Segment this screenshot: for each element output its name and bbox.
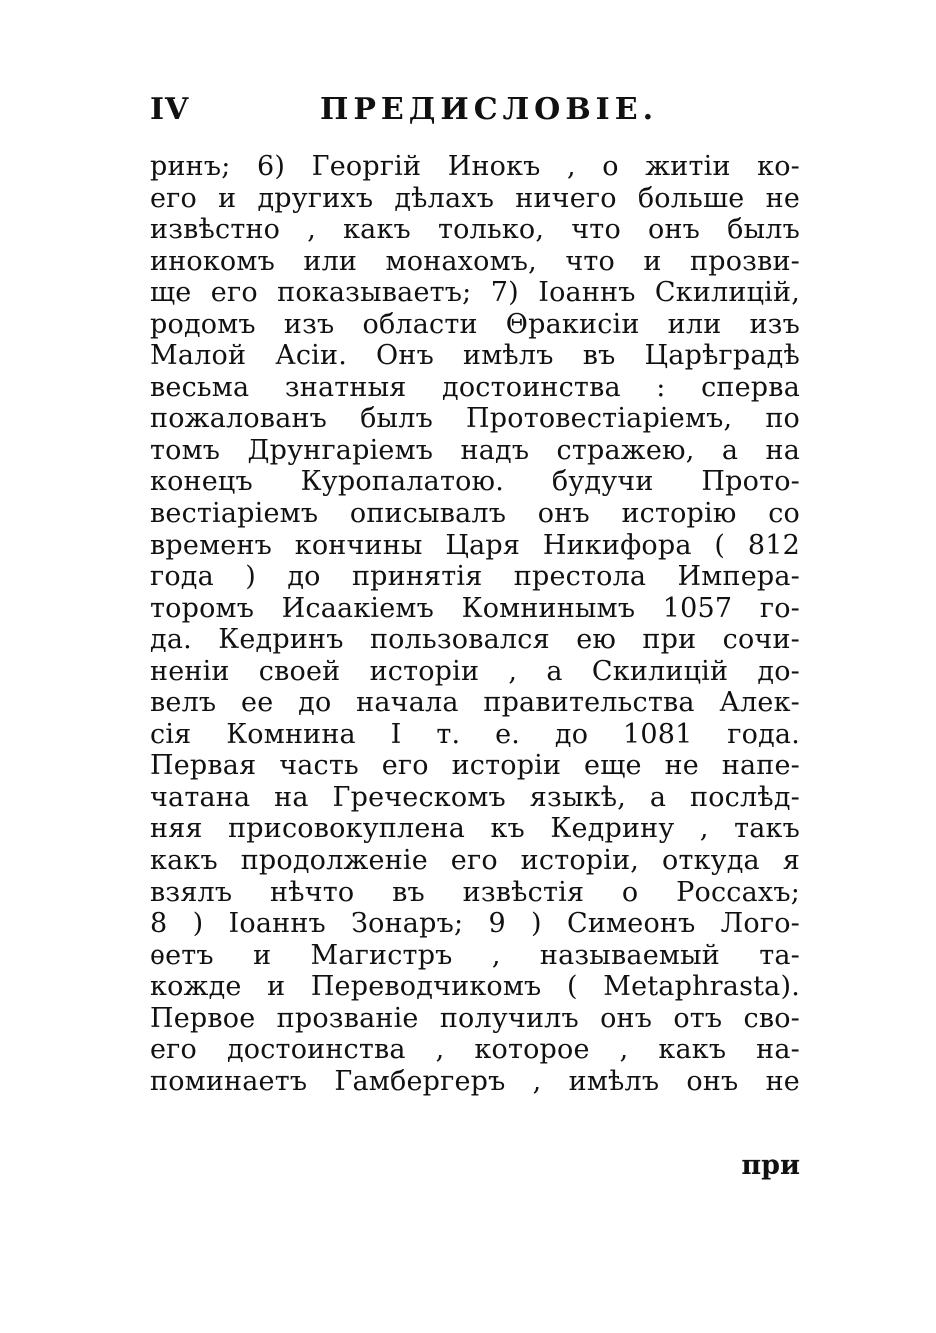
page-header	[150, 92, 790, 136]
text-line: инокомъ или монахомъ, что и прозви-	[150, 245, 800, 277]
text-line: пожалованъ былъ Протовестіаріемъ, по	[150, 403, 800, 435]
text-line: 8 ) Іоаннъ Зонаръ; 9 ) Симеонъ Лого-	[150, 908, 800, 940]
text-line: сія Комнина I т. е. до 1081 года.	[150, 718, 800, 750]
text-line: его и другихъ дѣлахъ ничего больше не	[150, 182, 800, 214]
running-title: ПРЕДИСЛОВІЕ.	[320, 92, 659, 127]
text-line: Первое прозваніе получилъ онъ отъ сво-	[150, 1002, 800, 1034]
text-line: извѣстно , какъ только, что онъ былъ	[150, 214, 800, 246]
text-line: взялъ нѣчто въ извѣстія о Россахъ;	[150, 876, 800, 908]
text-line: вестіаріемъ описывалъ онъ исторію со	[150, 498, 800, 530]
text-line: велъ ее до начала правительства Алек-	[150, 687, 800, 719]
text-line: родомъ изъ области Θракисіи или изъ	[150, 308, 800, 340]
text-line: ринъ; 6) Георгій Инокъ , о житіи ко-	[150, 151, 800, 182]
text-line: весьма знатныя достоинства : сперва	[150, 371, 800, 403]
text-line: поминаетъ Гамбергеръ , имѣлъ онъ не	[150, 1065, 800, 1097]
catchword: при	[741, 1150, 800, 1181]
text-line: да. Кедринъ пользовался ею при сочи-	[150, 624, 800, 656]
text-line: временъ кончины Царя Никифора ( 812	[150, 529, 800, 561]
text-line: неніи своей исторіи , а Скилицій до-	[150, 655, 800, 687]
text-line: Первая часть его исторіи еще не напе-	[150, 750, 800, 782]
text-line: томъ Друнгаріемъ надъ стражею, а на	[150, 434, 800, 466]
text-line: какъ продолженіе его исторіи, откуда я	[150, 845, 800, 877]
text-line: ще его показываетъ; 7) Іоаннъ Скилицій,	[150, 277, 800, 309]
text-line: конецъ Куропалатою. будучи Прото-	[150, 466, 800, 498]
page-number: IV	[150, 92, 190, 127]
text-line: года ) до принятія престола Импера-	[150, 561, 800, 593]
text-line: ѳетъ и Магистръ , называемый та-	[150, 939, 800, 971]
text-line: чатана на Греческомъ языкѣ, а послѣд-	[150, 781, 800, 813]
text-line: его достоинства , которое , какъ на-	[150, 1034, 800, 1066]
text-line: Малой Асіи. Онъ имѣлъ въ Царѣградѣ	[150, 340, 800, 372]
text-line: няя присовокуплена къ Кедрину , такъ	[150, 813, 800, 845]
text-line: торомъ Исаакіемъ Комнинымъ 1057 го-	[150, 592, 800, 624]
text-line: кожде и Переводчикомъ ( Metaphrasta).	[150, 971, 800, 1003]
body-text	[150, 151, 800, 1097]
